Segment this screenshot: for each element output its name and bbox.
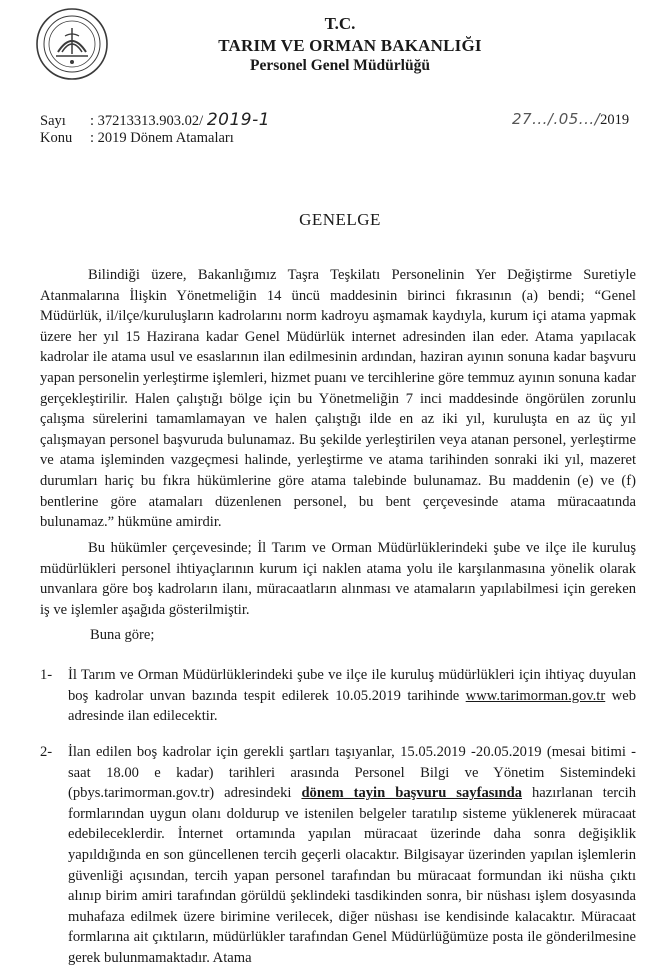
sayi-label: Sayı (40, 113, 66, 129)
sayi-line (40, 110, 270, 130)
konu-line (40, 130, 234, 147)
list-item-text-part: İl Tarım ve Orman Müdürlüklerindeki şube ve ilçe ile kuruluş müdürlükleri için ihtiyaç duyulan boş kadrolar unvan bazında tespit edilerek 10.05.2019 tarihinde (68, 667, 636, 704)
paragraph-accordingly: Buna göre; (90, 627, 155, 643)
website-link[interactable]: www.tarimorman.gov.tr (465, 687, 606, 704)
header-ministry: TARIM VE ORMAN BAKANLIĞI (218, 36, 482, 55)
date-handwritten: 27.../.05.../ (512, 110, 601, 128)
list-item-text (68, 742, 636, 969)
sayi-handwritten: 2019-1 (206, 110, 271, 130)
sayi-value: : 37213313.903.02/ (90, 113, 204, 129)
document-title: GENELGE (299, 210, 381, 229)
application-page-emphasis: dönem tayin başvuru sayfasında (301, 785, 523, 802)
list-item-text-part: İlan edilen boş kadrolar için gerekli şartları taşıyanlar, 15.05.2019 -20.05.2019 (mesai bitimi - saat 18.00 e kadar) tarihleri arasında Personel Bilgi ve Yönetim Sistemindeki (pbys.tarimorman.gov.tr) adresindeki (68, 744, 636, 802)
header-directorate: Personel Genel Müdürlüğü (250, 57, 430, 74)
konu-label: Konu (40, 130, 73, 146)
list-item-2 (40, 742, 636, 969)
list-item-number: 2- (40, 744, 53, 760)
list-item-text (68, 665, 636, 727)
date-year: 2019 (600, 112, 630, 128)
list-item-number: 1- (40, 667, 53, 683)
document-date (512, 110, 629, 129)
list-item-1 (40, 665, 636, 727)
header-tc: T.C. (324, 14, 356, 33)
konu-value: : 2019 Dönem Atamaları (90, 130, 234, 146)
list-item-text-part: hazırlanan tercih formlarından uygun olanı doldurup ve istenilen belgeler taratılıp sisteme yüklenerek müracaat edebileceklerdir. İnternet ortamında yapılan müracaat üzerinde daha sonra değişiklik yapıldığında en son güncellenen tercih geçerli olacaktır. Bilgisayar üzerinden yapılan işlemlerin güvenliği açısından, tercih yapan personel tarafından bu müracaat formundan iki nüsha çıktı alınıp birim amiri tarafından görüldü şeklindeki tasdikinden sonra, bir nüshası işlem dosyasında muhafaza edilmek üzere birimine verilecek, diğer nüshası ise kendisinde kalacaktır. Müracaat formlarına ait çıktıların, müdürlükler tarafından Genel Müdürlüğümüze posta ile gönderilmesine gerek bulunmamaktadır. Atama (68, 785, 636, 966)
paragraph-intro: Bilindiği üzere, Bakanlığımız Taşra Teşkilatı Personelinin Yer Değiştirme Suretiyle Atanmalarına İlişkin Yönetmeliğin 14 üncü maddesinin birinci fıkrasının (a) bendi; “Genel Müdürlük, il/ilçe/kuruluşların kadrolarını norm kadroyu aşmamak kaydıyla, kurum içi atama yapmak üzere her yıl 15 Hazirana kadar Genel Müdürlük internet adresinden ilan eder. Atama yapılacak kadrolar ile atama usul ve esaslarının ilan edilmesinin ardından, haziran ayının sonuna kadar başvuru yapan personelin yerleştirme işlemleri, hizmet puanı ve tercihlerine göre temmuz ayının sonuna kadar gerçekleştirilir. Halen çalıştığı bölge için bu Yönetmeliğin 7 inci maddesinde öngörülen zorunlu çalışma sürelerini tamamlamayan ve halen çalıştığı ilde en az iki yıl, kuruluşta en az üç yıl çalışmayan personel başvuruda bulunamaz. Bu şekilde yerleştirilen veya atanan personel, yerleştirme ve atama işleminden vazgeçmesi halinde, yerleştirme ve atama tarihinden sonraki iki yıl, mazeret durumları hariç bu fıkra hükümlerine göre atama talebinde bulunamaz. Bu maddenin (e) ve (f) bentlerine göre atamaları düzenlenen personel, bu bent çerçevesinde atama müracaatında bulunamaz.” hükmüne amirdir. (40, 267, 636, 531)
list-item-text-part: web adresinde ilan edilecektir. (68, 687, 636, 725)
paragraph-scope: Bu hükümler çerçevesinde; İl Tarım ve Orman Müdürlüklerindeki şube ve ilçe ile kuruluş müdürlükleri personel ihtiyaçlarının kurum içi naklen atama yolu ile karşılanmasına yönelik olarak unvanlara göre boş kadroların ilanı, müracaatların alınması ve atamaların yapılabilmesi için gereken iş ve işlemler aşağıda gösterilmiştir. (40, 540, 636, 618)
